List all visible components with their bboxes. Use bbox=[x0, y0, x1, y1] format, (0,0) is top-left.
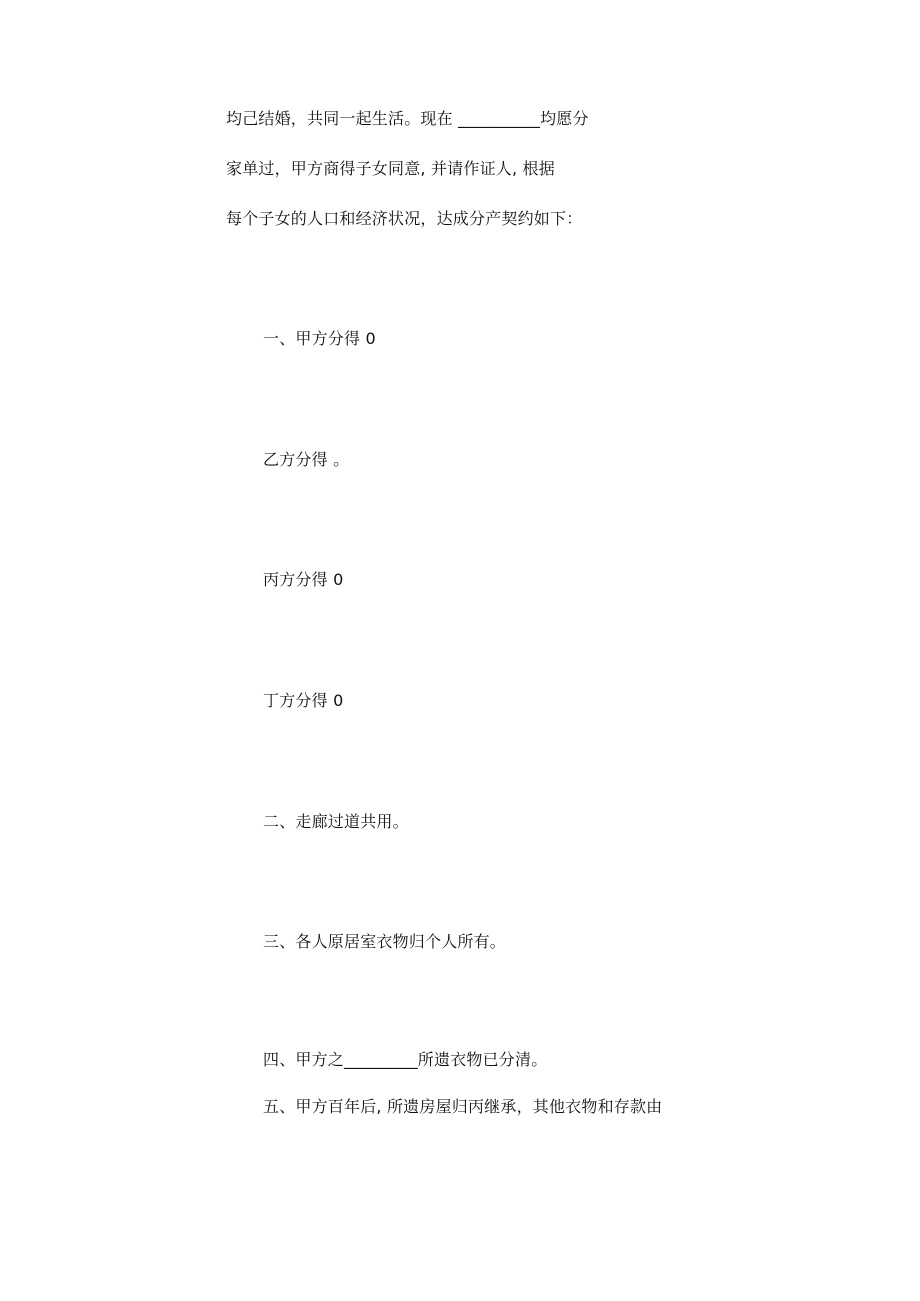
intro-line-2: 家单过，甲方商得子女同意, 并请作证人, 根据 bbox=[226, 159, 555, 178]
clause-1-party-d: 丁方分得 0 bbox=[263, 691, 344, 710]
clause-1-party-a: 一、甲方分得 0 bbox=[263, 329, 376, 348]
clause-5: 五、甲方百年后, 所遗房屋归丙继承，其他衣物和存款由 bbox=[263, 1097, 663, 1116]
clause-3: 三、各人原居室衣物归个人所有。 bbox=[263, 932, 507, 951]
clause-4: 四、甲方之_________所遗衣物已分清。 bbox=[263, 1050, 548, 1069]
clause-1-party-c: 丙方分得 0 bbox=[263, 570, 344, 589]
intro-line-3: 每个子女的人口和经济状况，达成分产契约如下： bbox=[226, 209, 583, 228]
intro-line-1: 均己结婚，共同一起生活。现在 __________均愿分 bbox=[226, 109, 589, 128]
clause-1-party-b: 乙方分得 。 bbox=[263, 450, 350, 469]
clause-2: 二、走廊过道共用。 bbox=[263, 812, 409, 831]
